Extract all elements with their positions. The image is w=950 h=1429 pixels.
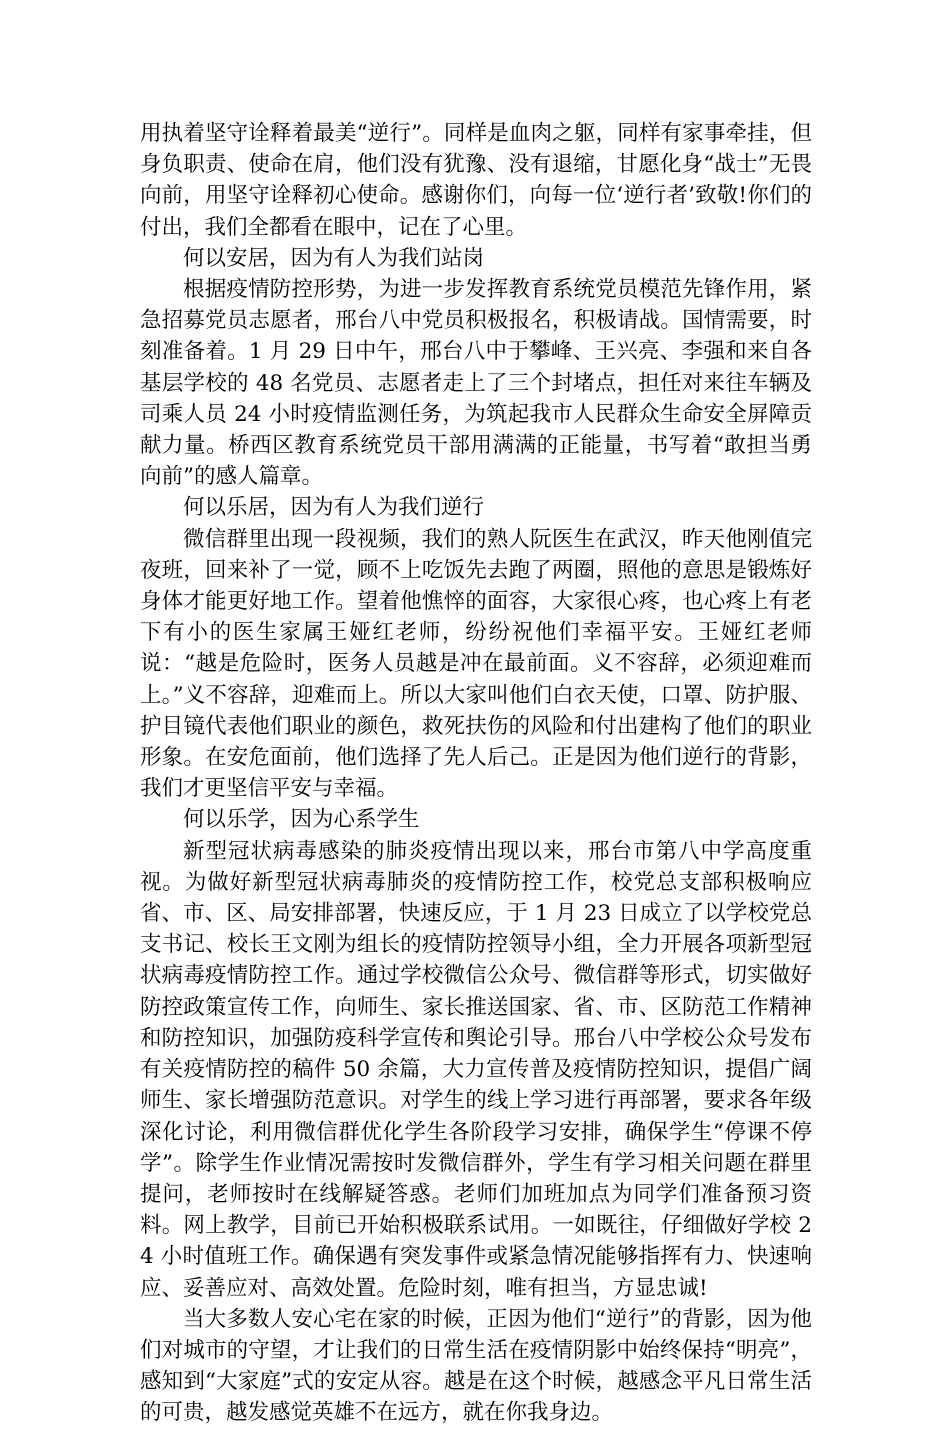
paragraph-leju: 微信群里出现一段视频，我们的熟人阮医生在武汉，昨天他刚值完夜班，回来补了一觉，顾不上吃饭先去跑了两圈，照他的意思是锻炼好身体才能更好地工作。望着他憔悴的面容，大家很心疼，也心疼上有老下有小的医生家属王娅红老师，纷纷祝他们幸福平安。王娅红老师说：“越是危险时，医务人员越是冲在最前面。义不容辞，必须迎难而上。”义不容辞，迎难而上。所以大家叫他们白衣天使，口罩、防护服、护目镜代表他们职业的颜色，救死扶伤的风险和付出建构了他们的职业形象。在安危面前，他们选择了先人后己。正是因为他们逆行的背影，我们才更坚信平安与幸福。 [140,526,812,802]
section-heading-lexue: 何以乐学，因为心系学生 [183,807,420,833]
section-heading-leju: 何以乐居，因为有人为我们逆行 [183,495,485,521]
paragraph-anju: 根据疫情防控形势，为进一步发挥教育系统党员模范先锋作用，紧急招募党员志愿者，邢台八中党员积极报名，积极请战。国情需要，时刻准备着。1 月 29 日中午，邢台八中于攀峰、王兴亮、李强和来自各基层学校的 48 名党员、志愿者走上了三个封堵点，担任对来往车辆及司乘人员 24 小时疫情监测任务，为筑起我市人民群众生命安全屏障贡献力量。桥西区教育系统党员干部用满满的正能量，书写着“敢担当勇向前”的感人篇章。 [140,277,812,490]
paragraph-intro: 用执着坚守诠释着最美“逆行”。同样是血肉之躯，同样有家事牵挂，但身负职责、使命在肩，他们没有犹豫、没有退缩，甘愿化身“战士”无畏向前，用坚守诠释初心使命。感谢你们，向每一位‘逆行者’致敬!你们的付出，我们全都看在眼中，记在了心里。 [140,121,812,240]
paragraph-conclusion: 当大多数人安心宅在家的时候，正因为他们“逆行”的背影，因为他们对城市的守望，才让我们的日常生活在疫情阴影中始终保持“明亮”，感知到“大家庭”式的安定从容。越是在这个时候，越感念平凡日常生活的可贵，越发感觉英雄不在远方，就在你我身边。 [140,1306,812,1426]
document-page [140,118,812,1429]
section-heading-anju: 何以安居，因为有人为我们站岗 [183,245,485,271]
paragraph-lexue: 新型冠状病毒感染的肺炎疫情出现以来，邢台市第八中学高度重视。为做好新型冠状病毒肺炎的疫情防控工作，校党总支部积极响应省、市、区、局安排部署，快速反应，于 1 月 23 日成立了以学校党总支书记、校长王文刚为组长的疫情防控领导小组，全力开展各项新型冠状病毒疫情防控工作。通过学校微信公众号、微信群等形式，切实做好防控政策宣传工作，向师生、家长推送国家、省、市、区防范工作精神和防控知识，加强防疫科学宣传和舆论引导。邢台八中学校公众号发布有关疫情防控的稿件 50 余篇，大力宣传普及疫情防控知识，提倡广阔师生、家长增强防范意识。对学生的线上学习进行再部署，要求各年级深化讨论，利用微信群优化学生各阶段学习安排，确保学生“停课不停学”。除学生作业情况需按时发微信群外，学生有学习相关问题在群里提问，老师按时在线解疑答惑。老师们加班加点为同学们准备预习资料。网上教学，目前已开始积极联系试用。一如既往，仔细做好学校 24 小时值班工作。确保遇有突发事件或紧急情况能够指挥有力、快速响应、妥善应对、高效处置。危险时刻，唯有担当，方显忠诚! [140,838,812,1301]
